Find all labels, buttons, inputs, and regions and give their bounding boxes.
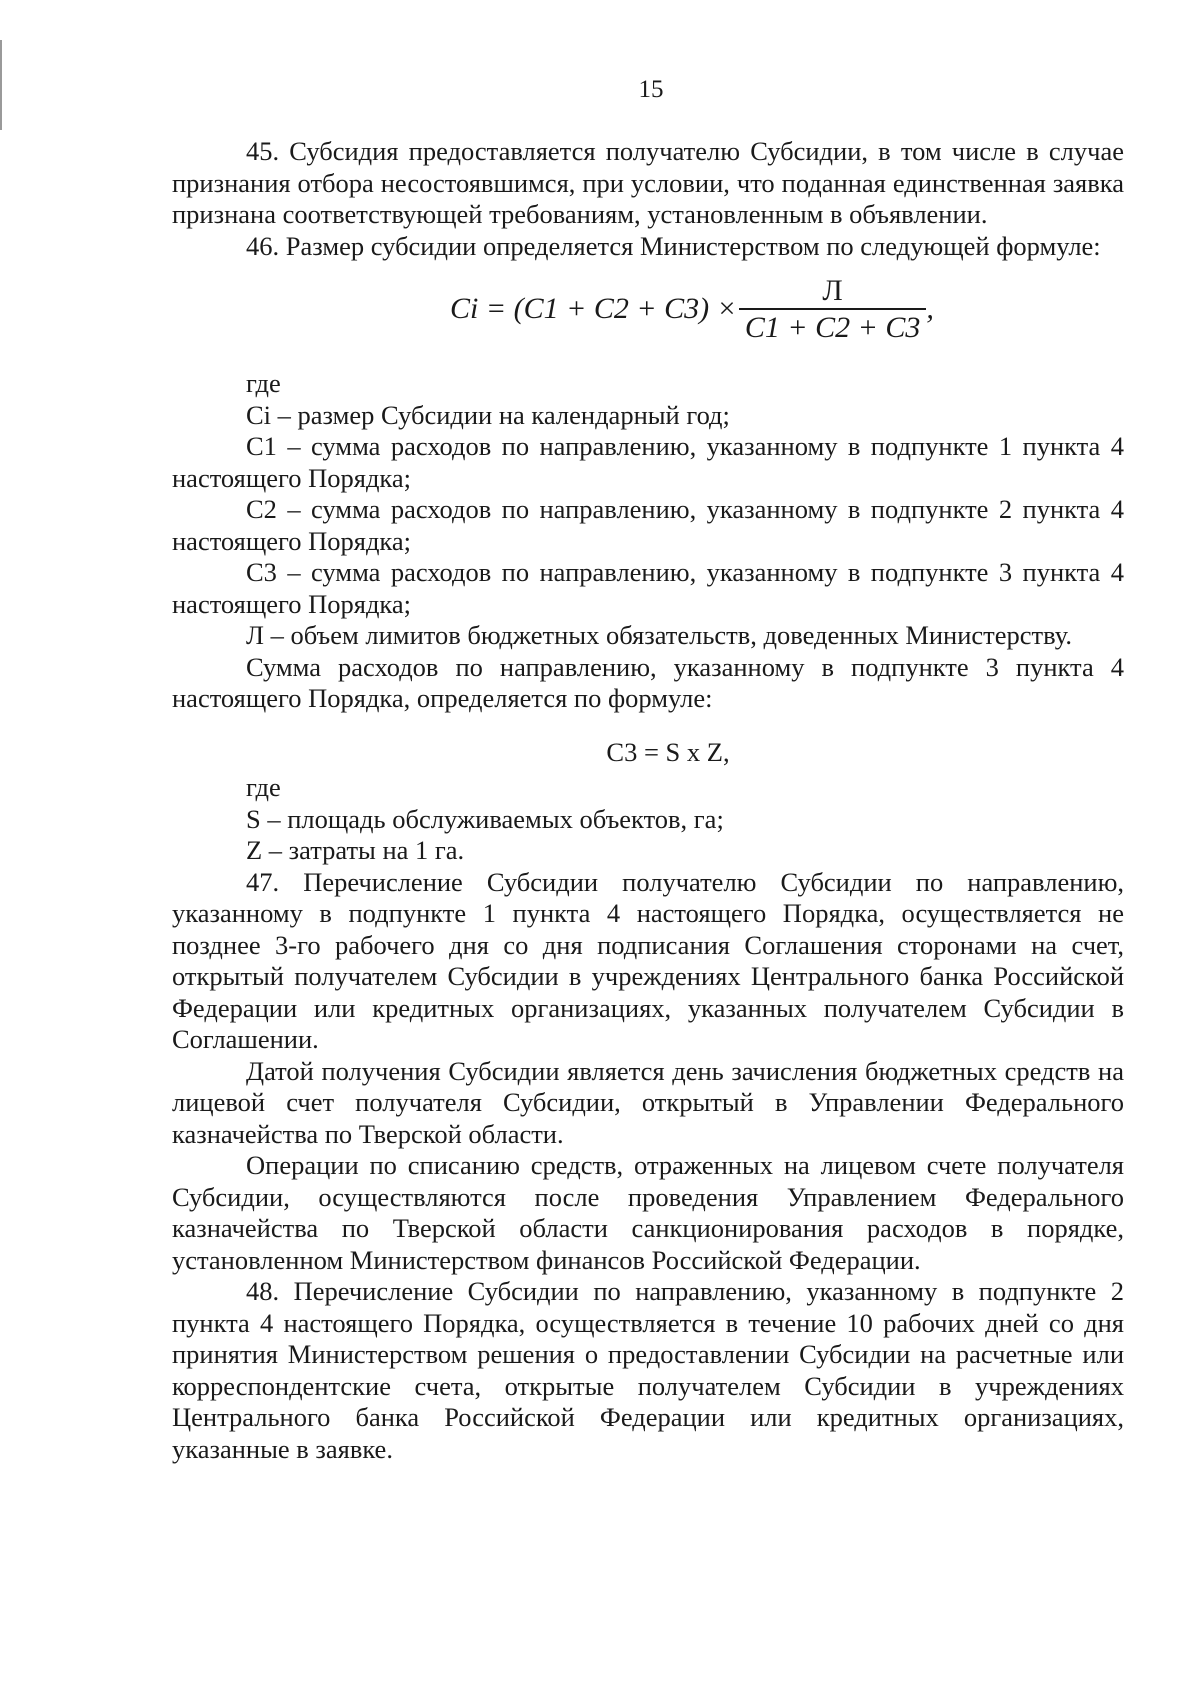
paragraph-sum-c3: Сумма расходов по направлению, указанному в подпункте 3 пункта 4 настоящего Порядка, определяется по формуле:: [172, 651, 1124, 713]
definition-s: S – площадь обслуживаемых объектов, га;: [246, 803, 724, 834]
formula-denominator: C1 + C2 + C3: [739, 308, 927, 344]
definition-c2: С2 – сумма расходов по направлению, указанному в подпункте 2 пункта 4 настоящего Порядка;: [172, 494, 1124, 556]
page-number: 15: [638, 76, 664, 103]
where-label-2: где: [246, 772, 281, 802]
c3-formula: С3 = S x Z,: [606, 736, 730, 767]
formula-lhs: Ci = (C1 + C2 + C3) ×: [450, 292, 737, 326]
definition-l: Л – объем лимитов бюджетных обязательств, доведенных Министерству.: [246, 620, 1072, 650]
subsidy-formula: [172, 264, 1124, 362]
formula-fraction: [739, 275, 927, 344]
definition-c3: С3 – сумма расходов по направлению, указанному в подпункте 3 пункта 4 настоящего Порядка;: [172, 557, 1124, 619]
paragraph-45: 45. Субсидия предоставляется получателю Субсидии, в том числе в случае признания отбора несостоявшимся, при условии, что поданная единственная заявка признана соответствующей требованиям, установленным в объявлении.: [172, 136, 1124, 229]
paragraph-48: 48. Перечисление Субсидии по направлению, указанному в подпункте 2 пункта 4 настоящего Порядка, осуществляется в течение 10 рабочих дней со дня принятия Министерством решения о предоставлении Субсидии на расчетные или корреспондентские счета, открытые получателем Субсидии в учреждениях Центрального банка Российской Федерации или кредитных организациях, указанные в заявке.: [172, 1276, 1124, 1464]
definition-z: Z – затраты на 1 га.: [246, 835, 465, 865]
paragraph-47-operations: Операции по списанию средств, отраженных на лицевом счете получателя Субсидии, осуществляются после проведения Управлением Федерального казначейства по Тверской области санкционирования расходов в порядке, установленном Министерством финансов Российской Федерации.: [172, 1150, 1124, 1275]
formula-numerator: Л: [822, 273, 843, 307]
document-body: [172, 136, 1124, 1465]
where-label-1: где: [246, 368, 281, 398]
subsidy-formula-expression: [450, 264, 934, 354]
paragraph-46: 46. Размер субсидии определяется Министерством по следующей формуле:: [246, 230, 1101, 261]
definition-c1: С1 – сумма расходов по направлению, указанному в подпункте 1 пункта 4 настоящего Порядка;: [172, 431, 1124, 493]
paragraph-47-receipt-date: Датой получения Субсидии является день зачисления бюджетных средств на лицевой счет получателя Субсидии, открытый в Управлении Федерального казначейства по Тверской области.: [172, 1055, 1124, 1149]
formula-trailing-comma: ,: [926, 292, 934, 326]
definition-ci: Ci – размер Субсидии на календарный год;: [246, 399, 730, 430]
paragraph-47: 47. Перечисление Субсидии получателю Субсидии по направлению, указанному в подпункте 1 пункта 4 настоящего Порядка, осуществляется не позднее 3-го рабочего дня со дня подписания Соглашения сторонами на счет, открытый получателем Субсидии в учреждениях Центрального банка Российской Федерации или кредитных организациях, указанных получателем Субсидии в Соглашении.: [172, 866, 1124, 1054]
